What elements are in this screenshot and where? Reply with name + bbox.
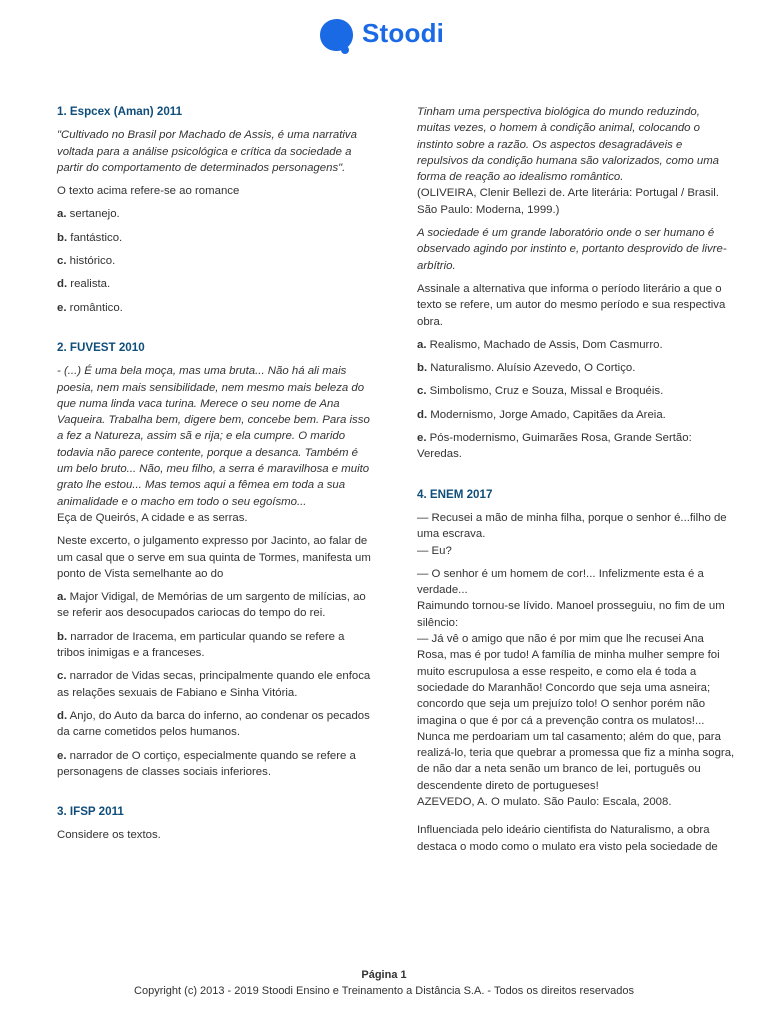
question-4-prompt: Influenciada pelo ideário cientifista do Naturalismo, a obra destaca o modo como o mulato era visto pela sociedade de	[417, 824, 718, 853]
question-1-option-b: b. fantástico.	[57, 231, 123, 244]
question-3-quote-2: A sociedade é um grande laboratório onde o ser humano é observado agindo por instinto e, portanto desprovido de livre-arbítrio.	[417, 227, 727, 272]
question-3-statement: Assinale a alternativa que informa o período literário a que o texto se refere, um autor do mesmo período e sua respectiva obra.	[417, 282, 726, 328]
header	[0, 15, 768, 55]
question-4-line-1: — Recusei a mão de minha filha, porque o senhor é...filho de uma escrava.	[417, 511, 727, 541]
question-1-quote: "Cultivado no Brasil por Machado de Assis, é uma narrativa voltada para a análise psicológica e crítica da sociedade a partir do comportamento de determinados personagens".	[57, 129, 357, 174]
question-2-option-d: d. Anjo, do Auto da barca do inferno, ao condenar os pecados da carne cometidos pelos humanos.	[57, 709, 370, 739]
question-1-option-c: c. histórico.	[57, 255, 116, 268]
question-3-option-e: e. Pós-modernismo, Guimarães Rosa, Grande Sertão: Veredas.	[417, 432, 692, 461]
question-3-option-d: d. Modernismo, Jorge Amado, Capitães da Areia.	[417, 408, 666, 421]
question-3-option-b: b. Naturalismo. Aluísio Azevedo, O Cortiço.	[417, 362, 636, 375]
brand-name: Stoodi	[362, 18, 445, 48]
question-3-title: 3. IFSP 2011	[57, 805, 124, 819]
right-column	[417, 104, 735, 862]
question-1-option-d: d. realista.	[57, 278, 111, 291]
question-3-option-a: a. Realismo, Machado de Assis, Dom Casmurro.	[417, 338, 663, 351]
question-1-option-a: a. sertanejo.	[57, 208, 120, 221]
question-2-prompt: Neste excerto, o julgamento expresso por Jacinto, ao falar de um casal que o serve em sua quinta de Tormes, manifesta um ponto de Vista semelhante ao do	[57, 535, 371, 580]
question-2-options	[57, 589, 375, 780]
question-3-options	[417, 337, 735, 463]
question-2-option-a: a. Major Vidigal, de Memórias de um sargento de milícias, ao se referir aos desocupados cariocas do tempo do rei.	[57, 591, 366, 620]
question-3-quote-1: Tinham uma perspectiva biológica do mundo reduzindo, muitas vezes, o homem à condição animal, colocando o instinto sobre a razão. Os aspectos desagradáveis e repulsivos da condição humana são valorizados, como uma forma de reação ao idealismo romântico.	[417, 106, 720, 184]
question-2-option-c: c. narrador de Vidas secas, principalmente quando ele enfoca as relações sexuais de Fabiano e Sinha Vitória.	[57, 670, 371, 699]
question-4-title: 4. ENEM 2017	[417, 487, 493, 501]
question-1-prompt: O texto acima refere-se ao romance	[57, 185, 240, 198]
left-column	[57, 104, 375, 851]
stoodi-logo-icon	[318, 17, 356, 55]
question-4-line-3: — O senhor é um homem de cor!... Infelizmente esta é a verdade...	[417, 567, 704, 597]
question-4-line-2: — Eu?	[417, 544, 452, 557]
copyright: Copyright (c) 2013 - 2019 Stoodi Ensino e Treinamento a Distância S.A. - Todos os direitos reservados	[134, 985, 634, 997]
question-1-option-e: e. romântico.	[57, 301, 123, 314]
question-3-prompt: Considere os textos.	[57, 829, 161, 842]
question-1-title: 1. Espcex (Aman) 2011	[57, 105, 183, 118]
question-4-line-5: — Já vê o amigo que não é por mim que lhe recusei Ana Rosa, mas é por tudo! A família de minha mulher sempre foi muito escrupulosa a esse respeito, e como ela é toda a sociedade do Maranhão! Concordo que seja uma asneira; concordo que seja um prejuízo tolo! O senhor porém não imagina o que é por cá a prevenção contra os mulatos!... Nunca me perdoariam um tal casamento; além do que, para realizá-lo, teria que quebrar a promessa que fiz a minha sogra, de não dar a neta senão um branco de lei, português ou descendente direto de portugueses!	[417, 633, 735, 792]
question-2-source: Eça de Queirós, A cidade e as serras.	[57, 511, 248, 524]
page-number: Página 1	[361, 969, 407, 981]
question-2-title: 2. FUVEST 2010	[57, 340, 145, 354]
question-3-option-c: c. Simbolismo, Cruz e Souza, Missal e Broquéis.	[417, 385, 664, 398]
question-2-option-e: e. narrador de O cortiço, especialmente quando se refere a personagens de classes sociais inferiores.	[57, 749, 356, 778]
question-3-source: (OLIVEIRA, Clenir Bellezi de. Arte literária: Portugal / Brasil. São Paulo: Moderna, 1999.)	[417, 187, 719, 216]
question-4-source: AZEVEDO, A. O mulato. São Paulo: Escala, 2008.	[417, 795, 672, 808]
question-1-options	[57, 206, 375, 315]
question-4-line-4: Raimundo tornou-se lívido. Manoel prosseguiu, no fim de um silêncio:	[417, 600, 725, 629]
question-2-quote: - (...) É uma bela moça, mas uma bruta... Não há ali mais poesia, nem mais sensibilidade, nem mesmo mais beleza do que numa linda vaca turina. Merece o seu nome de Ana Vaqueira. Trabalha bem, digere bem, concebe bem. Para isso a fez a Natureza, assim sã e rija; e ela cumpre. O marido todavia não parece contente, porque a desanca. Também é um belo bruto... Não, meu filho, a serra é maravilhosa e muito grato lhe estou... Mas temos aqui a fêmea em toda a sua animalidade e o macho em todo o seu egoísmo...	[57, 365, 370, 508]
question-2-option-b: b. narrador de Iracema, em particular quando se refere a tribos inimigas e a franceses.	[57, 630, 345, 660]
